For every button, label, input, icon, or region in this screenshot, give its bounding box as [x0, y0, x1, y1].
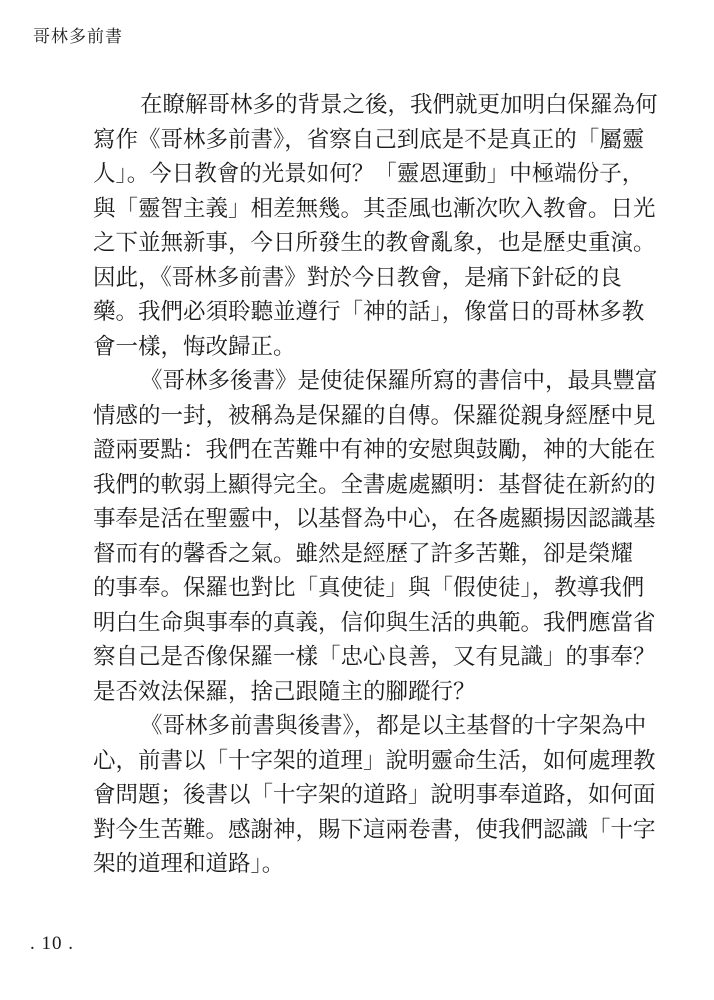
text-line: 寫作《哥林多前書》，省察自己到底是不是真正的「屬靈: [93, 126, 645, 153]
text-line: 會問題；後書以「十字架的道路」說明事奉道路，如何面: [93, 782, 656, 808]
text-line: 在瞭解哥林多的背景之後，我們就更加明白保羅為何: [140, 92, 658, 118]
paragraph-2: [93, 364, 658, 709]
text-line: 與「靈智主義」相差無幾。其歪風也漸次吹入教會。日光: [93, 195, 656, 222]
text-line: 事奉是活在聖靈中，以基督為中心，在各處顯揚因認識基: [93, 506, 656, 532]
paragraph-3: [93, 709, 656, 882]
text-line: 之下並無新事，今日所發生的教會亂象，也是歷史重演。: [93, 230, 656, 256]
text-line: 《哥林多前書與後書》，都是以主基督的十字架為中: [140, 713, 647, 739]
paragraph-1: [93, 88, 658, 364]
text-line: 對今生苦難。感謝神，賜下這兩卷書，使我們認識「十字: [93, 816, 656, 843]
text-line: 明白生命與事奉的真義，信仰與生活的典範。我們應當省: [93, 609, 656, 636]
text-line: 架的道理和道路」。: [93, 851, 285, 877]
text-line: 察自己是否像保羅一樣「忠心良善，又有見識」的事奉？: [93, 644, 656, 670]
running-head: 哥林多前書: [33, 27, 123, 47]
text-line: 我們的軟弱上顯得完全。全書處處顯明：基督徒在新約的: [93, 471, 656, 498]
text-line: 《哥林多後書》是使徒保羅所寫的書信中，最具豐富: [140, 368, 658, 394]
text-line: 督而有的馨香之氣。雖然是經歷了許多苦難，卻是榮耀: [93, 540, 634, 567]
page-number: . 10 .: [30, 933, 74, 954]
text-line: 會一樣，悔改歸正。: [93, 333, 296, 360]
text-line: 的事奉。保羅也對比「真使徒」與「假使徒」，教導我們: [93, 575, 645, 601]
text-line: 證兩要點：我們在苦難中有神的安慰與鼓勵，神的大能在: [93, 437, 656, 463]
body-text: [93, 88, 658, 882]
text-line: 人」。今日教會的光景如何？「靈恩運動」中極端份子，: [93, 161, 645, 187]
text-line: 是否效法保羅，捨己跟隨主的腳蹤行？: [93, 678, 476, 705]
text-line: 因此，《哥林多前書》對於今日教會，是痛下針砭的良: [93, 264, 622, 291]
text-line: 情感的一封，被稱為是保羅的自傳。保羅從親身經歷中見: [93, 402, 656, 429]
text-line: 藥。我們必須聆聽並遵行「神的話」，像當日的哥林多教: [93, 299, 645, 325]
text-line: 心，前書以「十字架的道理」說明靈命生活，如何處理教: [93, 747, 656, 774]
